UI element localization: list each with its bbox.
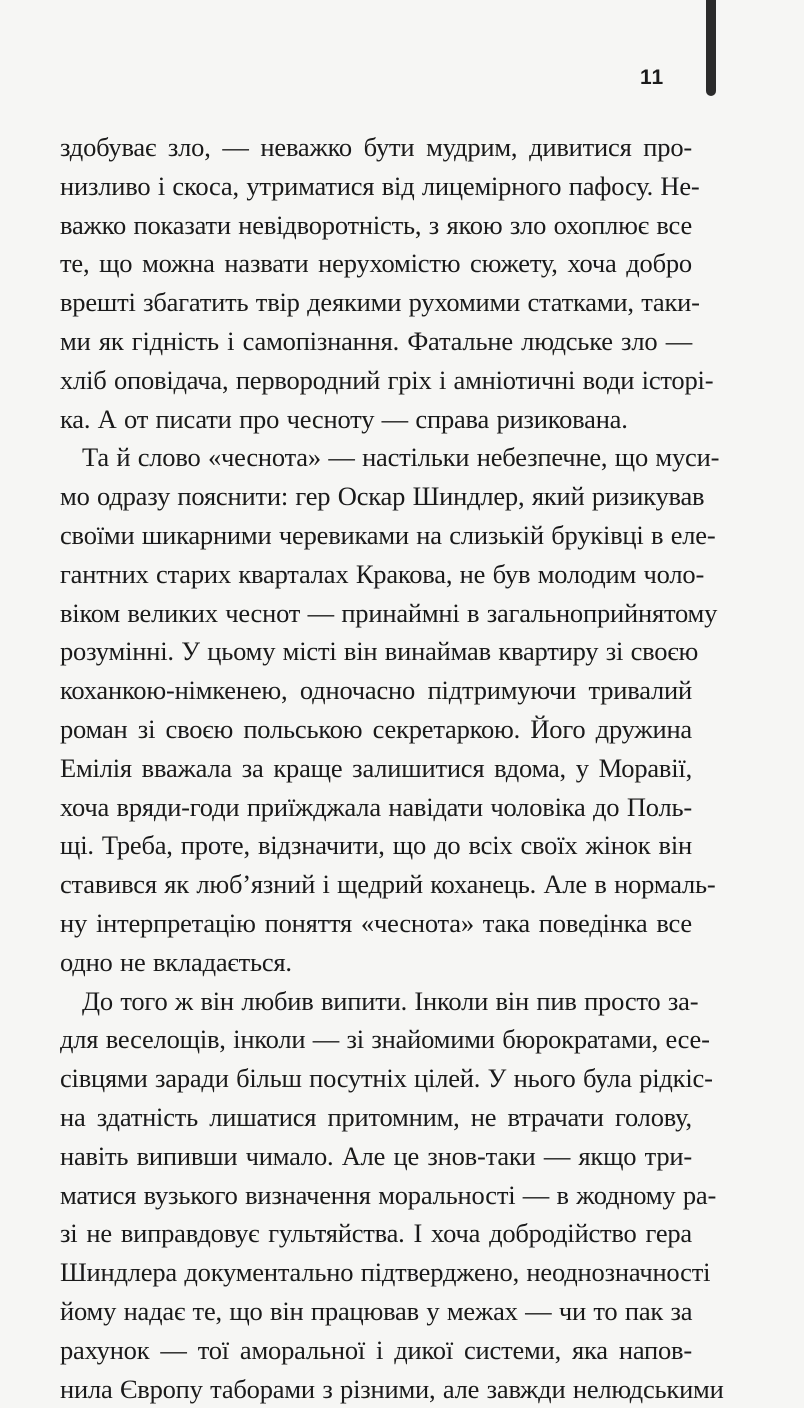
page-number: 11 [640, 66, 664, 90]
text-line: розумінні. У цьому місті він винаймав квартиру зі своєю [60, 632, 692, 671]
text-line: одно не вкладається. [60, 943, 692, 982]
text-line: своїми шикарними черевиками на слизькій бруківці в еле- [60, 516, 692, 555]
text-line: коханкою-німкенею, одночасно підтримуючи тривалий [60, 671, 692, 710]
text-line: йому надає те, що він працював у межах — чи то пак за [60, 1292, 692, 1331]
text-line: врешті збагатить твір деякими рухомими статками, таки- [60, 283, 692, 322]
text-line: на здатність лишатися притомним, не втрачати голову, [60, 1098, 692, 1137]
text-line: щі. Треба, проте, відзначити, що до всіх своїх жінок він [60, 826, 692, 865]
text-line: для веселощів, інколи — зі знайомими бюрократами, есе- [60, 1020, 692, 1059]
text-line: роман зі своєю польською секретаркою. Його дружина [60, 710, 692, 749]
text-line: низливо і скоса, утриматися від лицемірного пафосу. Не- [60, 167, 692, 206]
text-line: важко показати невідворотність, з якою зло охоплює все [60, 206, 692, 245]
page-edge-shadow [706, 0, 716, 96]
text-line: хліб оповідача, первородний гріх і амніотичні води історі- [60, 361, 692, 400]
text-line: гантних старих кварталах Кракова, не був молодим чоло- [60, 555, 692, 594]
body-text [60, 128, 692, 1408]
text-line: До того ж він любив випити. Інколи він пив просто за- [60, 982, 692, 1021]
text-line: ну інтерпретацію поняття «чеснота» така поведінка все [60, 904, 692, 943]
text-line: ми як гідність і самопізнання. Фатальне людське зло — [60, 322, 692, 361]
text-line: Шиндлера документально підтверджено, неоднозначності [60, 1253, 692, 1292]
text-line: рахунок — тої аморальної і дикої системи, яка напов- [60, 1331, 692, 1370]
text-line: Емілія вважала за краще залишитися вдома, у Моравії, [60, 749, 692, 788]
text-line: зі не виправдовує гультяйства. І хоча добродійство гера [60, 1214, 692, 1253]
text-line: те, що можна назвати нерухомістю сюжету, хоча добро [60, 244, 692, 283]
text-line: віком великих чеснот — принаймні в загальноприйнятому [60, 594, 692, 633]
text-line: хоча вряди-годи приїжджала навідати чоловіка до Поль- [60, 788, 692, 827]
text-line: навіть випивши чимало. Але це знов-таки — якщо три- [60, 1137, 692, 1176]
text-line: мо одразу пояснити: гер Оскар Шиндлер, який ризикував [60, 477, 692, 516]
text-line: матися вузького визначення моральності — в жодному ра- [60, 1176, 692, 1215]
text-line: ка. А от писати про чесноту — справа ризикована. [60, 400, 692, 439]
text-line: Та й слово «чеснота» — настільки небезпечне, що муси- [60, 438, 692, 477]
text-line: ставився як люб’язний і щедрий коханець. Але в нормаль- [60, 865, 692, 904]
text-line: сівцями заради більш посутніх цілей. У нього була рідкіс- [60, 1059, 692, 1098]
text-line: нила Європу таборами з різними, але завжди нелюдськими [60, 1370, 692, 1408]
text-line: здобуває зло, — неважко бути мудрим, дивитися про- [60, 128, 692, 167]
